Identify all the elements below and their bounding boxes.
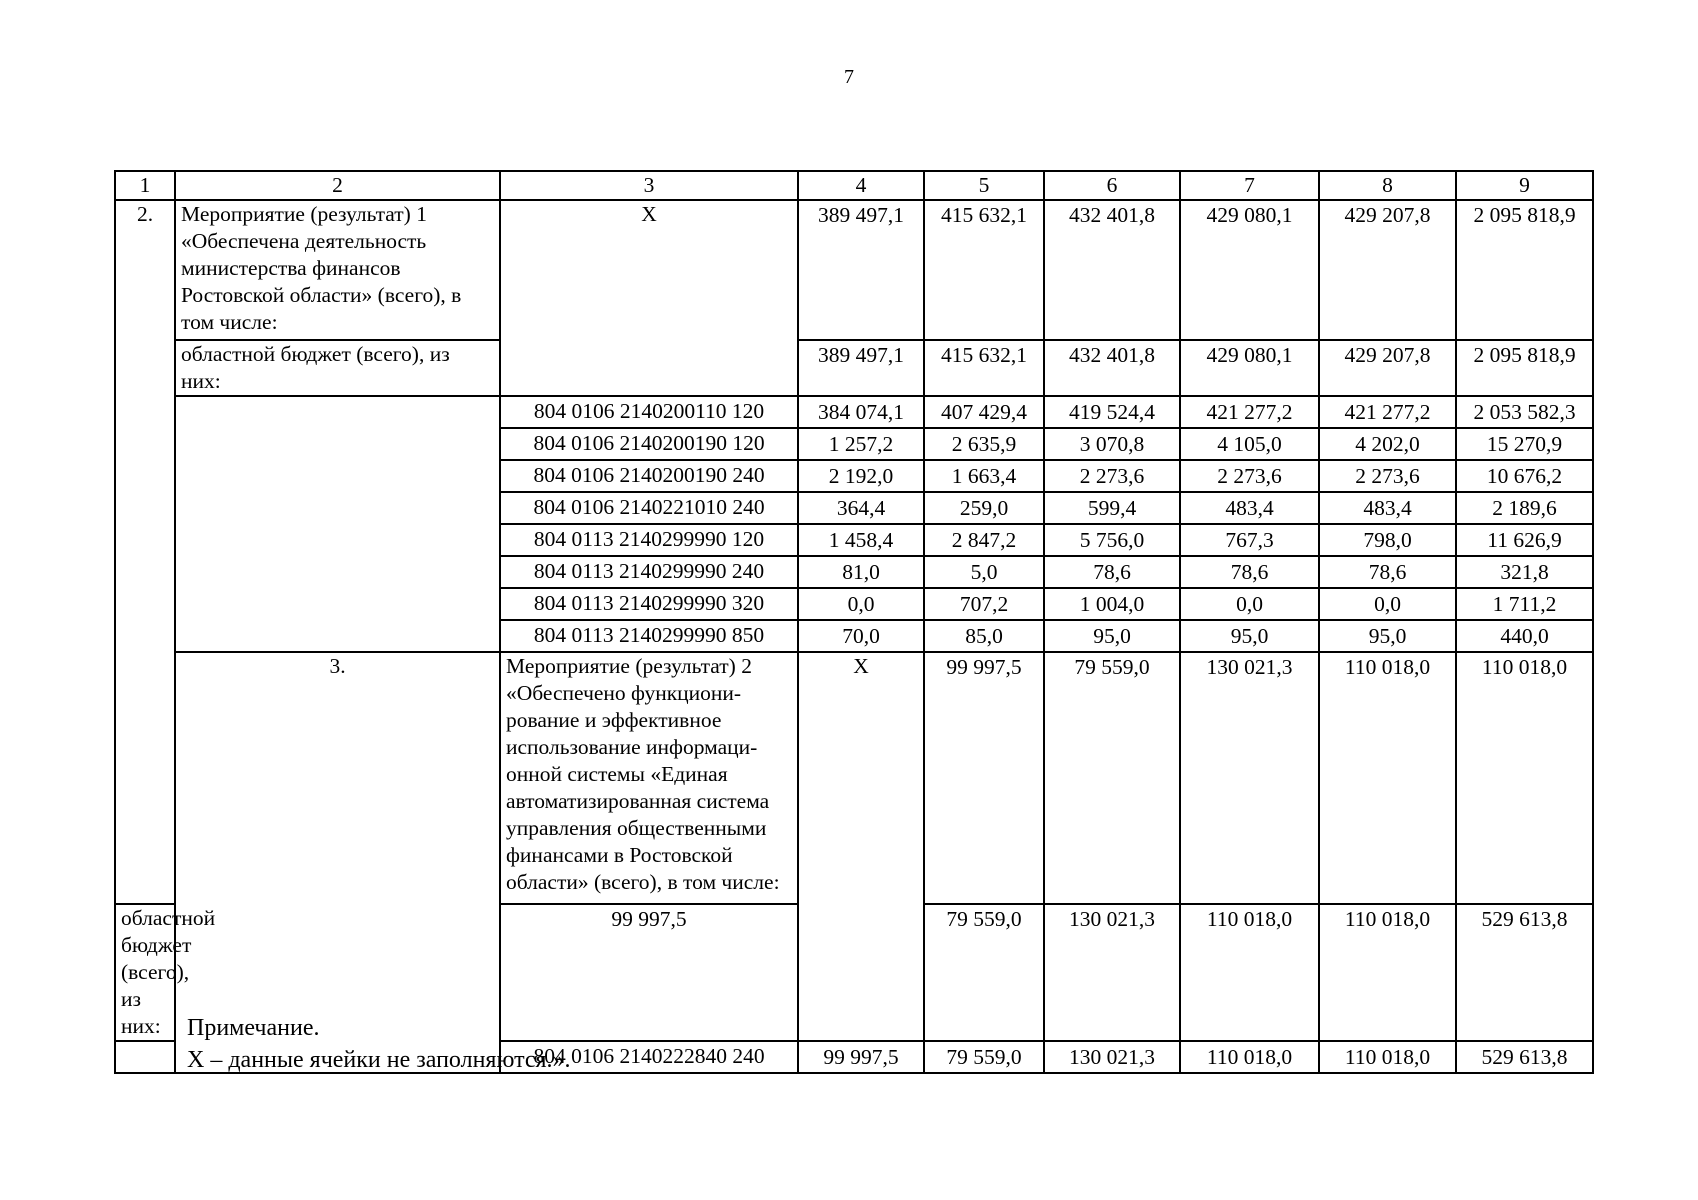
value-cell: 259,0 [924,492,1044,524]
page-number: 7 [844,66,854,88]
value-cell: 429 207,8 [1319,340,1456,396]
value-cell: 1 257,2 [798,428,924,460]
value-cell: 798,0 [1319,524,1456,556]
value-cell: 415 632,1 [924,200,1044,340]
value-cell: 15 270,9 [1456,428,1593,460]
value-cell: 440,0 [1456,620,1593,652]
table-row [115,340,1593,396]
value-cell: 110 018,0 [1456,652,1593,904]
value-cell: 10 676,2 [1456,460,1593,492]
value-cell: 4 202,0 [1319,428,1456,460]
value-cell: 321,8 [1456,556,1593,588]
header-cell: 3 [500,171,798,200]
value-cell: 389 497,1 [798,200,924,340]
value-cell: 11 626,9 [1456,524,1593,556]
table-header-row [115,171,1593,200]
value-cell: 110 018,0 [1319,652,1456,904]
value-cell: 767,3 [1180,524,1319,556]
value-cell: 95,0 [1319,620,1456,652]
value-cell: 1 004,0 [1044,588,1180,620]
value-cell: 4 105,0 [1180,428,1319,460]
value-cell: 79 559,0 [924,904,1044,1041]
table-row [115,652,1593,904]
empty-cell [115,1041,175,1073]
value-cell: 1 663,4 [924,460,1044,492]
table-row [115,396,1593,428]
header-cell: 8 [1319,171,1456,200]
value-cell: 110 018,0 [1180,1041,1319,1073]
value-cell: 110 018,0 [1319,904,1456,1041]
value-cell: 78,6 [1319,556,1456,588]
value-cell: 78,6 [1044,556,1180,588]
code-cell: 804 0106 2140200190 240 [500,460,798,492]
row-number: 3. [175,652,500,1073]
value-cell: 2 189,6 [1456,492,1593,524]
activity-title: Мероприятие (результат) 2 «Обеспечено функциони-рование и эффективное использование информаци-онной системы «Единая автоматизированная система управления общественными финансами в Ростовской области» (всего), в том числе: [500,652,798,904]
activity-title: Мероприятие (результат) 1 «Обеспечена деятельность министерства финансов Ростовской области» (всего), в том числе: [175,200,500,340]
value-cell: 81,0 [798,556,924,588]
budget-subtitle: областной бюджет (всего), из них: [175,340,500,396]
value-cell: 79 559,0 [1044,652,1180,904]
value-cell: 389 497,1 [798,340,924,396]
value-cell: 2 095 818,9 [1456,340,1593,396]
header-cell: 7 [1180,171,1319,200]
code-cell: 804 0113 2140299990 850 [500,620,798,652]
value-cell: 529 613,8 [1456,1041,1593,1073]
footnote [187,1012,571,1076]
value-cell: 0,0 [798,588,924,620]
code-cell: 804 0113 2140299990 240 [500,556,798,588]
value-cell: 419 524,4 [1044,396,1180,428]
value-cell: 2 847,2 [924,524,1044,556]
value-cell: 2 192,0 [798,460,924,492]
value-cell: 130 021,3 [1180,652,1319,904]
table-row [115,200,1593,340]
header-cell: 4 [798,171,924,200]
value-cell: 407 429,4 [924,396,1044,428]
value-cell: 421 277,2 [1180,396,1319,428]
code-cell: 804 0113 2140299990 320 [500,588,798,620]
value-cell: 421 277,2 [1319,396,1456,428]
value-cell: 110 018,0 [1180,904,1319,1041]
value-cell: 99 997,5 [924,652,1044,904]
code-cell: 804 0106 2140200190 120 [500,428,798,460]
value-cell: 85,0 [924,620,1044,652]
value-cell: 5,0 [924,556,1044,588]
value-cell: 2 053 582,3 [1456,396,1593,428]
budget-subtitle: областной бюджет (всего), из них: [115,904,175,1041]
value-cell: 99 997,5 [798,1041,924,1073]
value-cell: 95,0 [1044,620,1180,652]
value-cell: 429 080,1 [1180,200,1319,340]
value-cell: 415 632,1 [924,340,1044,396]
value-cell: 429 207,8 [1319,200,1456,340]
value-cell: 599,4 [1044,492,1180,524]
code-cell: Х [798,652,924,1041]
row-number: 2. [115,200,175,904]
header-cell: 6 [1044,171,1180,200]
budget-table [114,170,1594,1074]
value-cell: 707,2 [924,588,1044,620]
code-cell: Х [500,200,798,396]
value-cell: 95,0 [1180,620,1319,652]
value-cell: 99 997,5 [500,904,798,1041]
value-cell: 384 074,1 [798,396,924,428]
header-cell: 9 [1456,171,1593,200]
value-cell: 3 070,8 [1044,428,1180,460]
value-cell: 364,4 [798,492,924,524]
value-cell: 130 021,3 [1044,1041,1180,1073]
code-cell: 804 0113 2140299990 120 [500,524,798,556]
value-cell: 1 711,2 [1456,588,1593,620]
value-cell: 483,4 [1180,492,1319,524]
code-cell: 804 0106 2140200110 120 [500,396,798,428]
value-cell: 78,6 [1180,556,1319,588]
header-cell: 5 [924,171,1044,200]
header-cell: 1 [115,171,175,200]
footnote-heading: Примечание. [187,1015,320,1041]
value-cell: 2 635,9 [924,428,1044,460]
empty-cell [175,396,500,652]
value-cell: 130 021,3 [1044,904,1180,1041]
value-cell: 5 756,0 [1044,524,1180,556]
value-cell: 2 095 818,9 [1456,200,1593,340]
code-cell: 804 0106 2140222840 240 [500,1041,798,1073]
value-cell: 432 401,8 [1044,340,1180,396]
value-cell: 0,0 [1319,588,1456,620]
value-cell: 110 018,0 [1319,1041,1456,1073]
value-cell: 70,0 [798,620,924,652]
value-cell: 432 401,8 [1044,200,1180,340]
value-cell: 2 273,6 [1044,460,1180,492]
footnote-text: Х – данные ячейки не заполняются.». [187,1047,571,1073]
header-cell: 2 [175,171,500,200]
value-cell: 529 613,8 [1456,904,1593,1041]
value-cell: 79 559,0 [924,1041,1044,1073]
value-cell: 429 080,1 [1180,340,1319,396]
value-cell: 2 273,6 [1180,460,1319,492]
value-cell: 1 458,4 [798,524,924,556]
value-cell: 2 273,6 [1319,460,1456,492]
code-cell: 804 0106 2140221010 240 [500,492,798,524]
value-cell: 483,4 [1319,492,1456,524]
value-cell: 0,0 [1180,588,1319,620]
